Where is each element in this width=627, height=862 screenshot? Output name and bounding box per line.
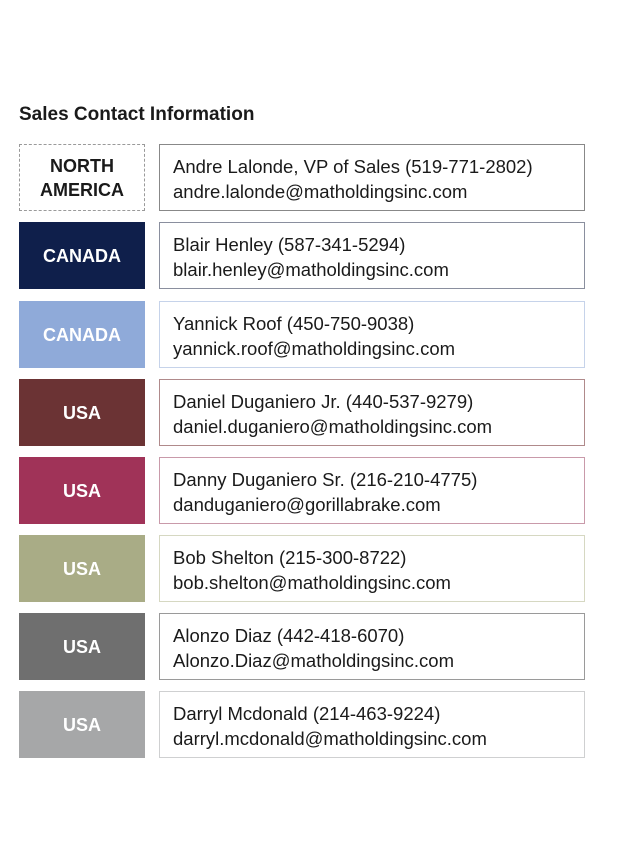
contact-row [19,222,587,289]
contact-name-phone: Danny Duganiero Sr. (216-210-4775) [173,469,478,490]
region-tag [19,301,145,368]
contact-name-phone: Blair Henley (587-341-5294) [173,234,406,255]
contact-email[interactable]: danduganiero@gorillabrake.com [173,494,441,515]
region-label: CANADA [43,324,121,345]
contact-card [159,535,585,602]
contact-card [159,691,585,758]
page-title: Sales Contact Information [19,104,255,125]
region-label: USA [62,480,101,501]
region-tag [19,144,145,211]
region-label: CANADA [43,245,121,266]
contact-row [19,535,587,602]
contact-email[interactable]: blair.henley@matholdingsinc.com [173,259,449,280]
region-label [40,154,124,202]
contact-row [19,301,587,368]
contact-name-phone: Alonzo Diaz (442-418-6070) [173,625,405,646]
contact-row [19,613,587,680]
contact-name-phone: Bob Shelton (215-300-8722) [173,547,407,568]
region-tag [19,222,145,289]
contact-name-phone: Daniel Duganiero Jr. (440-537-9279) [173,391,474,412]
contact-row [19,144,587,211]
region-tag [19,379,145,446]
contact-card [159,301,585,368]
contact-card [159,379,585,446]
contact-email[interactable]: daniel.duganiero@matholdingsinc.com [173,416,493,437]
region-label: USA [62,402,101,423]
contact-email[interactable]: yannick.roof@matholdingsinc.com [173,338,456,359]
contact-card [159,222,585,289]
region-tag [19,535,145,602]
region-label-line1: NORTH [50,155,114,176]
contact-card [159,457,585,524]
region-label: USA [62,636,101,657]
region-tag [19,457,145,524]
contact-card [159,613,585,680]
region-tag [19,691,145,758]
contact-row [19,691,587,758]
contact-name-phone: Andre Lalonde, VP of Sales (519-771-2802) [173,156,533,177]
contact-name-phone: Yannick Roof (450-750-9038) [173,313,415,334]
region-label-line2: AMERICA [40,179,124,200]
contact-card [159,144,585,211]
contact-row [19,379,587,446]
contact-list [19,144,587,769]
region-label: USA [62,714,101,735]
region-tag [19,613,145,680]
contact-email[interactable]: andre.lalonde@matholdingsinc.com [173,181,468,202]
contact-email[interactable]: Alonzo.Diaz@matholdingsinc.com [173,650,454,671]
contact-email[interactable]: bob.shelton@matholdingsinc.com [173,572,451,593]
contact-email[interactable]: darryl.mcdonald@matholdingsinc.com [173,728,487,749]
contact-name-phone: Darryl Mcdonald (214-463-9224) [173,703,441,724]
contact-row [19,457,587,524]
region-label: USA [62,558,101,579]
